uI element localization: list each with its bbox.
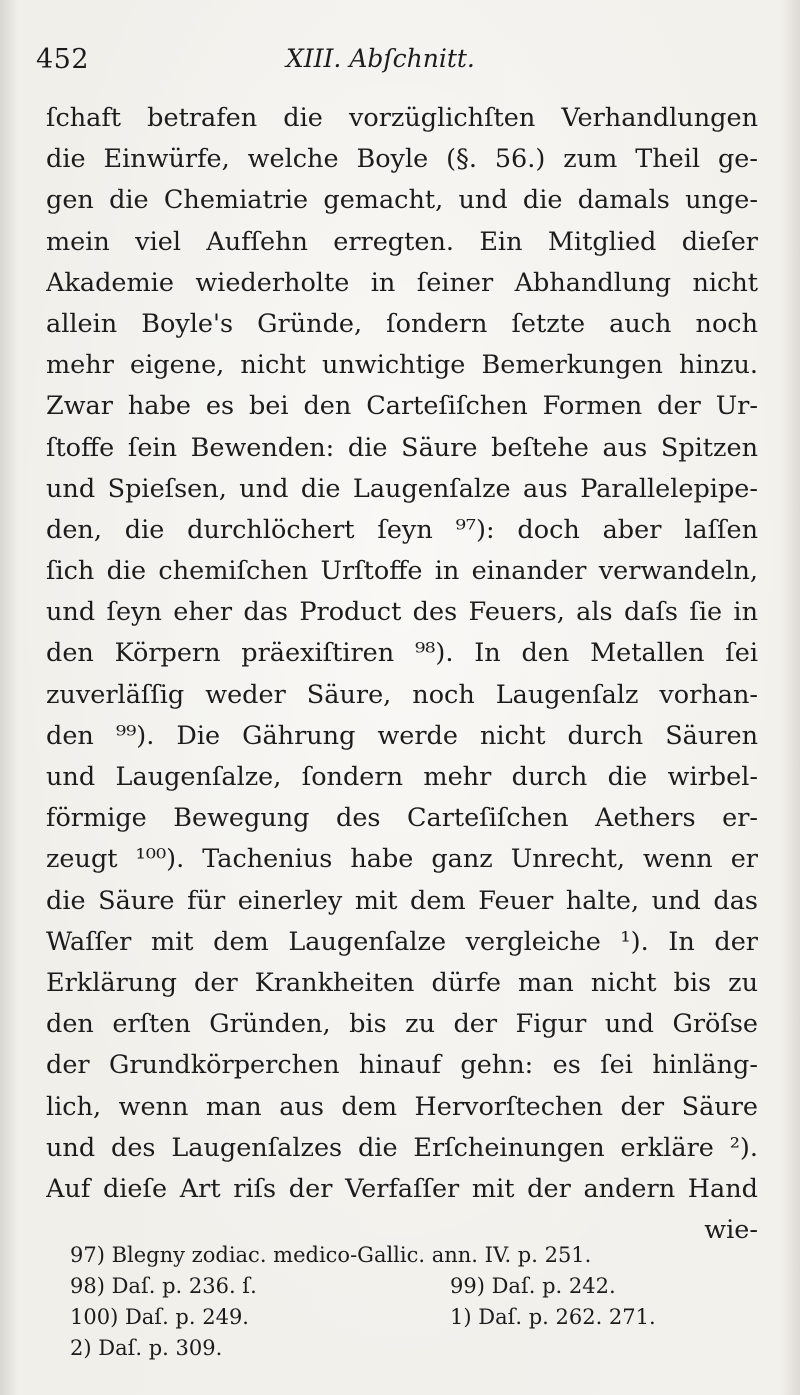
text-line: lich, wenn man aus dem Hervorſtechen der Säure: [46, 1091, 758, 1122]
footnote-1: 1) Daſ. p. 262. 271.: [450, 1305, 656, 1329]
page-number: 452: [36, 44, 90, 75]
footnote-2: 2) Daſ. p. 309.: [70, 1336, 223, 1360]
body-text: [46, 98, 758, 1251]
footnote-98: 98) Daſ. p. 236. ſ.: [70, 1274, 257, 1298]
text-line: und des Laugenſalzes die Erſcheinungen erkläre ²).: [46, 1132, 758, 1163]
text-line: ſtoffe ſein Bewenden: die Säure beſtehe aus Spitzen: [46, 432, 758, 463]
footnote-row: [60, 1271, 750, 1302]
text-line: förmige Bewegung des Carteſiſchen Aethers er-: [46, 803, 758, 834]
text-line: Akademie wiederholte in ſeiner Abhandlung nicht: [46, 267, 758, 298]
footnote-99: 99) Daſ. p. 242.: [450, 1274, 616, 1298]
text-line: den erſten Gründen, bis zu der Figur und Gröſse: [46, 1009, 758, 1040]
text-line: Zwar habe es bei den Carteſiſchen Formen der Ur-: [46, 391, 758, 422]
text-line: der Grundkörperchen hinauf gehn: es ſei hinläng-: [46, 1050, 758, 1081]
catchword: wie-: [704, 1215, 758, 1246]
text-line: zeugt ¹⁰⁰). Tachenius habe ganz Unrecht, wenn er: [46, 844, 758, 875]
text-line: den ⁹⁹). Die Gährung werde nicht durch Säuren: [46, 720, 758, 751]
page-header: [36, 44, 764, 84]
text-line: allein Boyle's Gründe, ſondern ſetzte auch noch: [46, 308, 758, 339]
running-head: XIII. Abſchnitt.: [286, 44, 475, 73]
text-line: zuverläſſig weder Säure, noch Laugenſalz vorhan-: [46, 679, 758, 710]
footnotes: [60, 1240, 750, 1364]
footnote-100: 100) Daſ. p. 249.: [70, 1305, 249, 1329]
text-line: und Laugenſalze, ſondern mehr durch die wirbel-: [46, 762, 758, 792]
text-line: den Körpern präexiſtiren ⁹⁸). In den Metallen ſei: [46, 638, 758, 669]
text-line: mehr eigene, nicht unwichtige Bemerkungen hinzu.: [46, 350, 758, 381]
text-line: Auf dieſe Art riſs der Verfaſſer mit der andern Hand: [46, 1173, 758, 1204]
text-line: ſchaft betrafen die vorzüglichſten Verhandlungen: [46, 103, 758, 133]
text-line: den, die durchlöchert ſeyn ⁹⁷): doch aber laſſen: [46, 514, 758, 545]
footnote-row: [60, 1302, 750, 1333]
footnote-97: 97) Blegny zodiac. medico-Gallic. ann. IV. p. 251.: [70, 1243, 592, 1267]
text-line: Waſſer mit dem Laugenſalze vergleiche ¹). In der: [46, 926, 758, 957]
text-line: Erklärung der Krankheiten dürfe man nicht bis zu: [46, 967, 758, 998]
text-line: gen die Chemiatrie gemacht, und die damals unge-: [46, 185, 758, 216]
text-line: mein viel Aufſehn erregten. Ein Mitglied dieſer: [46, 226, 758, 257]
footnote-row: [60, 1333, 750, 1364]
text-line: und ſeyn eher das Product des Feuers, als daſs ſie in: [46, 597, 758, 628]
text-line: die Einwürfe, welche Boyle (§. 56.) zum Theil ge-: [46, 144, 758, 175]
footnote-row: [60, 1240, 750, 1271]
text-line: ſich die chemiſchen Urſtoffe in einander verwandeln,: [46, 556, 758, 587]
text-line: die Säure für einerley mit dem Feuer halte, und das: [46, 885, 758, 916]
text-line: und Spieſsen, und die Laugenſalze aus Parallelepipe-: [46, 473, 758, 504]
